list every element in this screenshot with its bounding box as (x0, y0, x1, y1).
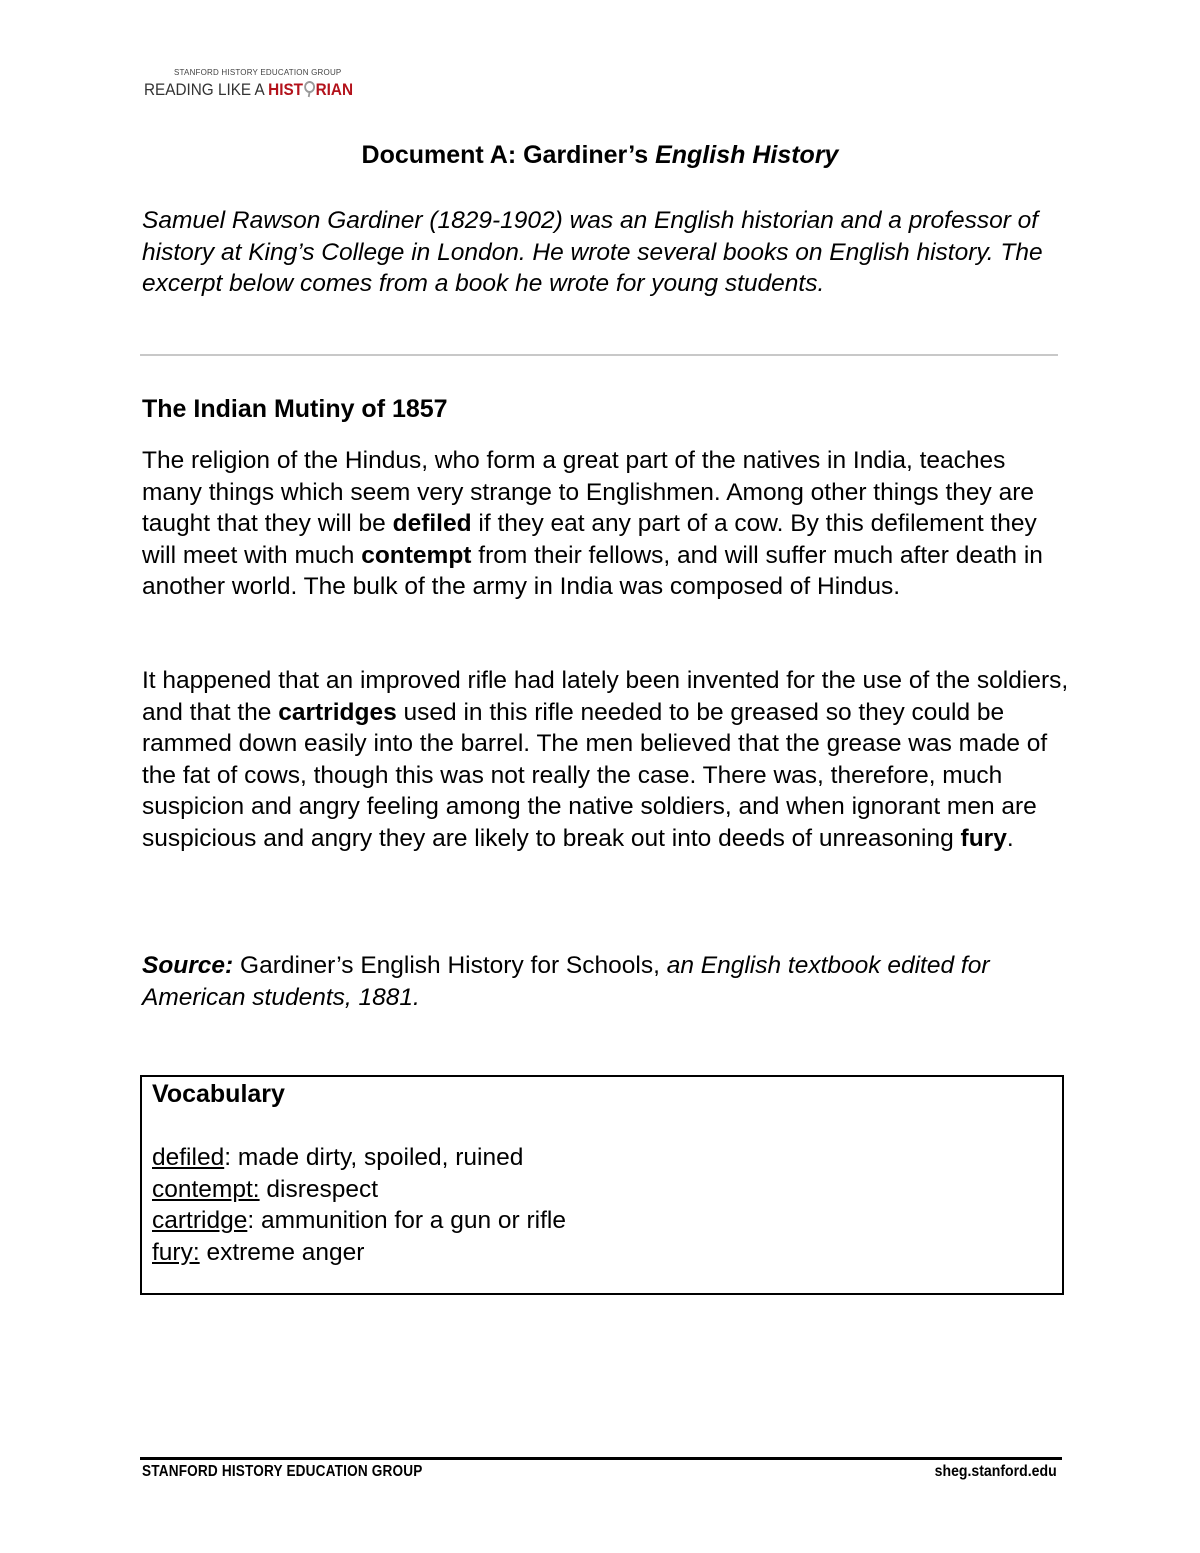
vocab-item (152, 1142, 566, 1174)
vocab-item (152, 1237, 566, 1269)
excerpt-paragraph-2 (142, 665, 1072, 854)
vocab-term: defiled (152, 1144, 225, 1171)
vocab-item (152, 1174, 566, 1206)
p2-bold-cartridges: cartridges (278, 698, 397, 726)
logo-prefix: READING LIKE A (144, 80, 264, 99)
source-title: Gardiner’s English History for Schools, (233, 952, 660, 979)
vocab-term: cartridge (152, 1207, 248, 1234)
source-label: Source: (142, 952, 234, 979)
p2-bold-fury: fury (960, 824, 1007, 852)
title-italic: English History (655, 141, 839, 169)
p1-text-a: The religion of the Hindus, who form a great part of the natives in India, teaches many things which seem very strange to Englishmen. Among other things they are taught that they will be (142, 447, 1034, 537)
vocab-definition: disrespect (259, 1175, 379, 1203)
vocab-sep: : (247, 1207, 255, 1234)
p1-text-d: from their fellows, and will suffer much after death in another world. The bulk of the army in India was composed of Hindus. (142, 541, 1043, 600)
logo-brand-start: HIST (268, 80, 304, 99)
vocabulary-title: Vocabulary (152, 1080, 285, 1108)
footer-website-link[interactable]: sheg.stanford.edu (934, 1463, 1057, 1480)
footer-organization: STANFORD HISTORY EDUCATION GROUP (142, 1463, 423, 1480)
page-title (0, 141, 1200, 170)
vocab-definition: ammunition for a gun or rifle (254, 1207, 566, 1234)
vocabulary-box (140, 1075, 1064, 1295)
p2-text-d: . (1006, 824, 1014, 852)
logo-brand-end: RIAN (315, 80, 354, 99)
source-detail: an English textbook edited for American students, 1881. (142, 952, 990, 1011)
magnifier-icon (303, 80, 316, 98)
reading-like-a-historian-logo (144, 68, 364, 108)
p1-bold-defiled: defiled (392, 510, 472, 537)
vocabulary-list (152, 1142, 566, 1268)
vocab-term: contempt: (152, 1175, 260, 1203)
p1-bold-contempt: contempt (361, 541, 472, 569)
logo-wordmark (144, 80, 353, 100)
excerpt-paragraph-1 (142, 445, 1072, 603)
section-heading: The Indian Mutiny of 1857 (142, 395, 448, 423)
vocab-definition: made dirty, spoiled, ruined (231, 1144, 524, 1171)
vocab-term: fury: (152, 1238, 200, 1266)
vocab-item (152, 1205, 566, 1237)
divider (140, 354, 1058, 356)
footer-divider (140, 1457, 1062, 1460)
source-citation (142, 950, 1072, 1013)
author-intro: Samuel Rawson Gardiner (1829-1902) was an English historian and a professor of history at King’s College in London. He wrote several books on English history. The excerpt below comes from a book he wrote for young students. (142, 207, 1043, 297)
title-main: Document A: Gardiner’s (361, 141, 656, 169)
p1-text-c: if they eat any part of a cow. By this defilement they will meet with much (142, 510, 1037, 569)
vocab-definition: extreme anger (199, 1238, 365, 1266)
vocab-sep: : (224, 1144, 232, 1171)
p2-text-a: It happened that an improved rifle had lately been invented for the use of the soldiers, and that the (142, 667, 1069, 726)
p2-text-c: used in this rifle needed to be greased so they could be rammed down easily into the barrel. The men believed that the grease was made of the fat of cows, though this was not really the case. There was, therefore, much suspicion and angry feeling among the native soldiers, and when ignorant men are suspicious and angry they are likely to break out into deeds of unreasoning (142, 698, 1048, 852)
logo-subtitle: STANFORD HISTORY EDUCATION GROUP (174, 68, 342, 77)
